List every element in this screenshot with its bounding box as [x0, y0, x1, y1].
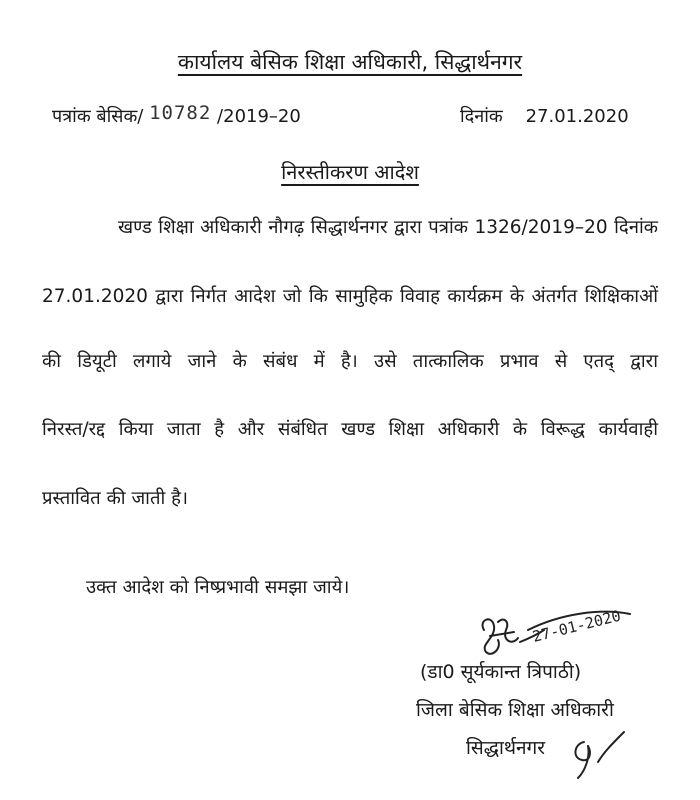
body-line: खण्ड शिक्षा अधिकारी नौगढ़ सिद्धार्थनगर द्वारा पत्रांक 1326/2019–20 दिनांक	[118, 217, 658, 238]
order-date	[460, 104, 629, 128]
order-heading: निरस्तीकरण आदेश	[281, 160, 419, 184]
handwritten-initial	[568, 722, 628, 782]
reference-number	[52, 104, 301, 128]
body-line: की डियूटी लगाये जाने के संबंध में है। उसे तात्कालिक प्रभाव से एतद् द्वारा	[42, 351, 658, 372]
date-value: 27.01.2020	[525, 106, 629, 127]
reference-year: /2019–20	[217, 106, 301, 127]
office-title: कार्यालय बेसिक शिक्षा अधिकारी, सिद्धार्थनगर	[177, 50, 523, 74]
reference-handwritten-number: 10782	[149, 102, 212, 124]
closing-statement: उक्त आदेश को निष्प्रभावी समझा जाये।	[86, 577, 350, 598]
body-line: 27.01.2020 द्वारा निर्गत आदेश जो कि सामुहिक विवाह कार्यक्रम के अंतर्गत शिक्षिकाओं	[42, 286, 658, 307]
reference-prefix: पत्रांक बेसिक/	[52, 106, 144, 127]
signatory-location: सिद्धार्थनगर	[466, 737, 546, 759]
signatory-name: (डा0 सूर्यकान्त त्रिपाठी)	[420, 661, 582, 683]
body-line: निरस्त/रद्द किया जाता है और संबंधित खण्ड शिक्षा अधिकारी के विरूद्ध कार्यवाही	[42, 419, 658, 440]
date-label: दिनांक	[460, 106, 503, 127]
body-line: प्रस्तावित की जाती है।	[42, 488, 189, 509]
signatory-designation: जिला बेसिक शिक्षा अधिकारी	[416, 699, 614, 721]
handwritten-date: 27-01-2020	[530, 606, 623, 646]
